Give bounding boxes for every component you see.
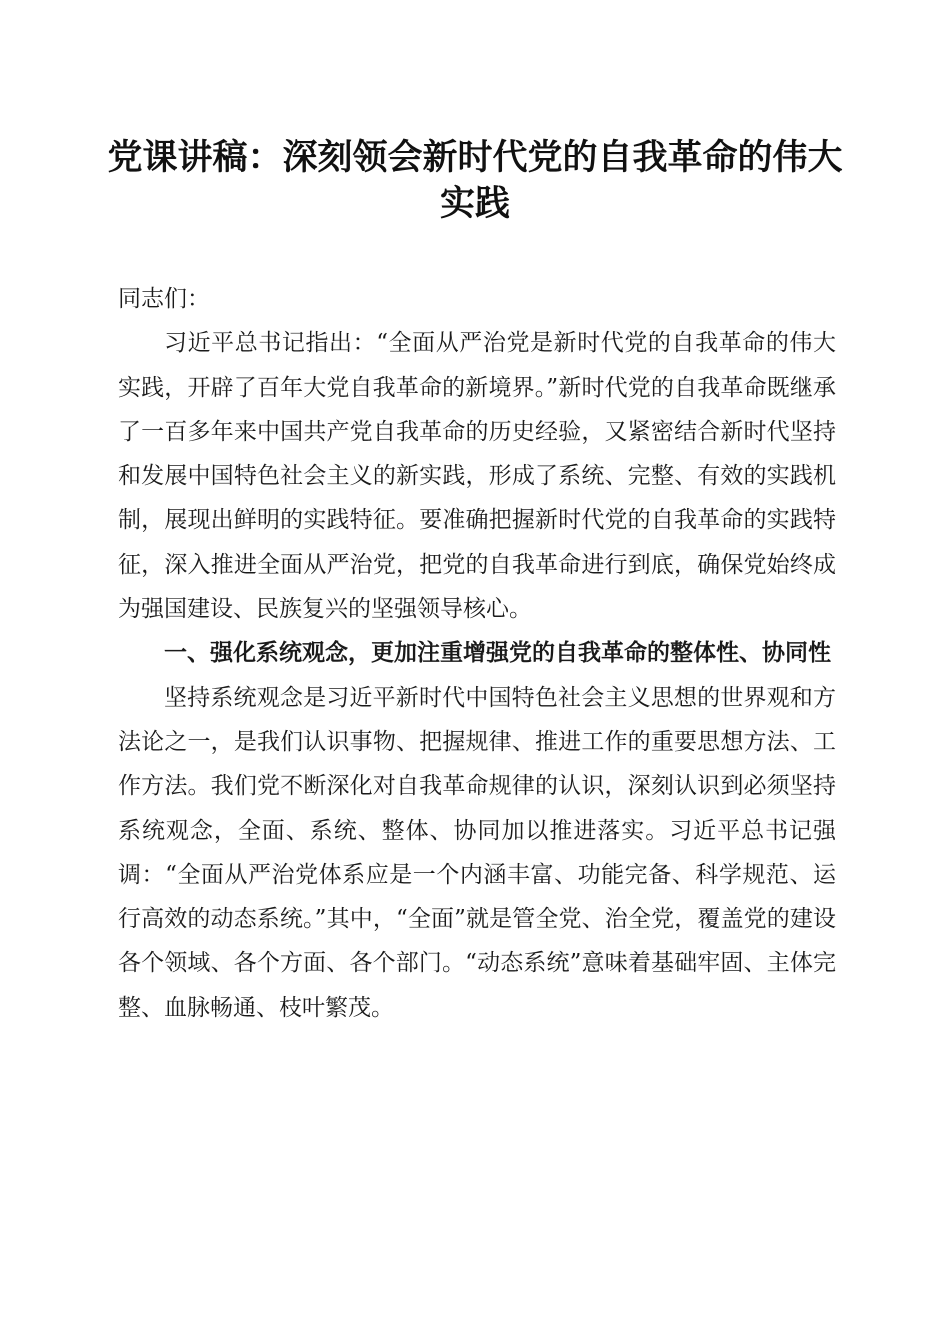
- intro-paragraph: 习近平总书记指出：“全面从严治党是新时代党的自我革命的伟大实践，开辟了百年大党自我革命的新境界。”新时代党的自我革命既继承了一百多年来中国共产党自我革命的历史经验，又紧密结合新时代坚持和发展中国特色社会主义的新实践，形成了系统、完整、有效的实践机制，展现出鲜明的实践特征。要准确把握新时代党的自我革命的实践特征，深入推进全面从严治党，把党的自我革命进行到底，确保党始终成为强国建设、民族复兴的坚强领导核心。: [118, 330, 836, 623]
- document-body: [118, 277, 836, 1030]
- document-title: 党课讲稿：深刻领会新时代党的自我革命的伟大实践: [107, 137, 843, 224]
- salutation: 同志们：: [118, 286, 210, 312]
- section-paragraph: 坚持系统观念是习近平新时代中国特色社会主义思想的世界观和方法论之一，是我们认识事物、把握规律、推进工作的重要思想方法、工作方法。我们党不断深化对自我革命规律的认识，深刻认识到必须坚持系统观念，全面、系统、整体、协同加以推进落实。习近平总书记强调：“全面从严治党体系应是一个内涵丰富、功能完备、科学规范、运行高效的动态系统。”其中，“全面”就是管全党、治全党，覆盖党的建设各个领域、各个方面、各个部门。“动态系统”意味着基础牢固、主体完整、血脉畅通、枝叶繁茂。: [118, 684, 836, 1021]
- section-heading: 一、强化系统观念，更加注重增强党的自我革命的整体性、协同性: [164, 640, 831, 667]
